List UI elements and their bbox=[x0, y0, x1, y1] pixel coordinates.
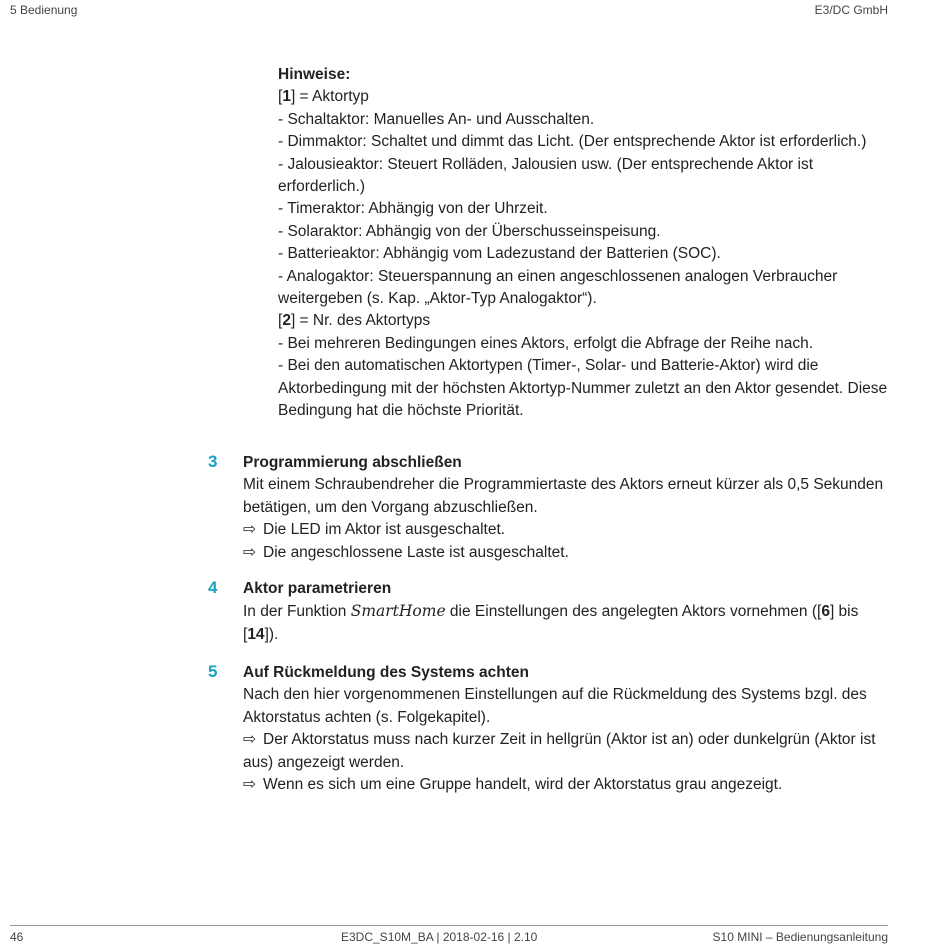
step-title: Auf Rückmeldung des Systems achten bbox=[243, 664, 529, 681]
ref-number: 1 bbox=[282, 88, 291, 106]
text-fragment: ] bis [ bbox=[243, 603, 859, 643]
step-result bbox=[243, 729, 888, 774]
ref-text: = Nr. des Aktortyps bbox=[295, 312, 431, 330]
step-result bbox=[243, 774, 888, 796]
footer-doc-info: E3DC_S10M_BA | 2018-02-16 | 2.10 bbox=[341, 930, 538, 944]
function-name: SmartHome bbox=[350, 602, 446, 621]
step-text: Mit einem Schraubendreher die Programmiertaste des Aktors erneut kürzer als 0,5 Sekunden betätigen, um den Vorgang abzuschließen. bbox=[243, 476, 884, 516]
step-result bbox=[243, 542, 888, 564]
ref-number: 2 bbox=[282, 312, 291, 330]
result-arrow-icon: ⇨ bbox=[243, 543, 256, 561]
step-5 bbox=[208, 662, 888, 796]
step-title: Programmierung abschließen bbox=[243, 454, 462, 471]
result-arrow-icon: ⇨ bbox=[243, 731, 256, 749]
step-title: Aktor parametrieren bbox=[243, 580, 392, 597]
step-number: 3 bbox=[208, 452, 218, 471]
result-text: Die angeschlossene Laste ist ausgeschaltet. bbox=[263, 543, 569, 561]
text-fragment: In der Funktion bbox=[243, 603, 351, 621]
step-3 bbox=[208, 452, 888, 564]
ref-text: = Aktortyp bbox=[295, 88, 369, 106]
step-number: 5 bbox=[208, 662, 218, 681]
page-number: 46 bbox=[10, 930, 24, 944]
notes-ref-1: [1] = Aktortyp bbox=[278, 88, 369, 106]
step-text: Nach den hier vorgenommenen Einstellungen auf die Rückmeldung des Systems bzgl. des Aktorstatus achten (s. Folgekapitel). bbox=[243, 686, 867, 726]
notes-line: - Solaraktor: Abhängig von der Überschusseinspeisung. bbox=[278, 222, 661, 240]
result-text: Wenn es sich um eine Gruppe handelt, wird der Aktorstatus grau angezeigt. bbox=[263, 776, 783, 794]
text-fragment: die Einstellungen des angelegten Aktors vornehmen ([ bbox=[445, 603, 822, 621]
notes-line: - Timeraktor: Abhängig von der Uhrzeit. bbox=[278, 200, 548, 218]
notes-ref-2: [2] = Nr. des Aktortyps bbox=[278, 312, 431, 330]
header-chapter: 5 Bedienung bbox=[10, 3, 78, 17]
footer-divider bbox=[10, 925, 888, 926]
notes-line: - Batterieaktor: Abhängig vom Ladezustand der Batterien (SOC). bbox=[278, 245, 721, 263]
header-company: E3/DC GmbH bbox=[814, 3, 888, 17]
step-result bbox=[243, 519, 888, 541]
ref-number: 14 bbox=[247, 625, 265, 643]
result-text: Der Aktorstatus muss nach kurzer Zeit in hellgrün (Aktor ist an) oder dunkelgrün (Aktor ist aus) angezeigt werden. bbox=[243, 731, 876, 771]
step-number: 4 bbox=[208, 578, 218, 597]
notes-line: - Dimmaktor: Schaltet und dimmt das Licht. (Der entsprechende Aktor ist erforderlich.) bbox=[278, 133, 867, 151]
notes-title: Hinweise: bbox=[278, 66, 351, 83]
result-arrow-icon: ⇨ bbox=[243, 521, 256, 539]
step-4 bbox=[208, 578, 888, 646]
ref-number: 6 bbox=[821, 603, 830, 621]
notes-line: - Schaltaktor: Manuelles An- und Ausschalten. bbox=[278, 110, 595, 128]
text-fragment: ]). bbox=[264, 625, 279, 643]
notes-line: - Bei den automatischen Aktortypen (Timer-, Solar- und Batterie-Aktor) wird die Aktorbedingung mit der höchsten Aktortyp-Nummer zuletzt an den Aktor gesendet. Diese Bedingung hat die höchste Priorität. bbox=[278, 357, 888, 420]
notes-block bbox=[278, 64, 888, 423]
result-arrow-icon: ⇨ bbox=[243, 776, 256, 794]
result-text: Die LED im Aktor ist ausgeschaltet. bbox=[263, 521, 506, 539]
notes-line: - Bei mehreren Bedingungen eines Aktors, erfolgt die Abfrage der Reihe nach. bbox=[278, 334, 814, 352]
footer-doc-title: S10 MINI – Bedienungsanleitung bbox=[712, 930, 888, 944]
step-text bbox=[243, 600, 888, 646]
notes-line: - Analogaktor: Steuerspannung an einen angeschlossenen analogen Verbraucher weitergeben (s. Kap. „Aktor-Typ Analogaktor“). bbox=[278, 267, 838, 308]
notes-line: - Jalousieaktor: Steuert Rolläden, Jalousien usw. (Der entsprechende Aktor ist erforderlich.) bbox=[278, 155, 814, 196]
